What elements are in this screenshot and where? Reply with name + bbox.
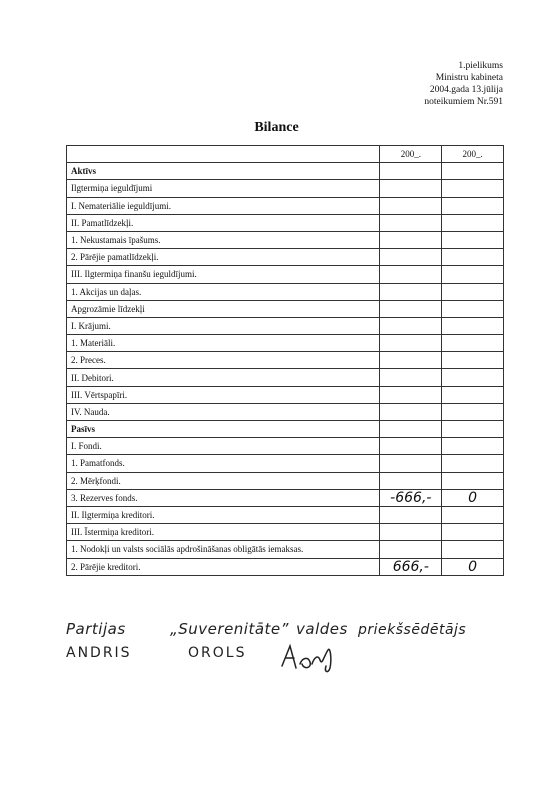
value-cell-year-1 <box>380 369 442 386</box>
signature-text: valdes <box>296 620 348 638</box>
value-cell-year-1 <box>380 266 442 283</box>
row-label: 1. Akcijas un daļas. <box>67 283 380 300</box>
signature-text: Partijas <box>66 620 126 638</box>
table-row <box>67 266 504 283</box>
value-cell-year-2 <box>442 506 504 523</box>
row-label: 2. Preces. <box>67 352 380 369</box>
value-cell-year-2 <box>442 524 504 541</box>
value-cell-year-2 <box>442 403 504 420</box>
value-cell-year-2: 0 <box>442 558 504 575</box>
value-cell-year-1 <box>380 249 442 266</box>
value-cell-year-1 <box>380 163 442 180</box>
row-label: 2. Mērķfondi. <box>67 472 380 489</box>
value-cell-year-1 <box>380 197 442 214</box>
row-label: II. Pamatlīdzekļi. <box>67 214 380 231</box>
signature-text: „Suverenitāte” <box>170 620 289 638</box>
value-cell-year-1 <box>380 335 442 352</box>
table-row <box>67 455 504 472</box>
table-row <box>67 541 504 558</box>
value-cell-year-2 <box>442 231 504 248</box>
row-label: IV. Nauda. <box>67 403 380 420</box>
value-cell-year-2 <box>442 541 504 558</box>
value-cell-year-2 <box>442 438 504 455</box>
value-cell-year-2 <box>442 249 504 266</box>
value-cell-year-2 <box>442 472 504 489</box>
value-cell-year-1 <box>380 438 442 455</box>
value-cell-year-1 <box>380 541 442 558</box>
annex-line: 2004.gada 13.jūlija <box>429 85 503 95</box>
value-cell-year-2 <box>442 180 504 197</box>
value-cell-year-2 <box>442 421 504 438</box>
row-label: II. Debitori. <box>67 369 380 386</box>
table-row <box>67 214 504 231</box>
row-label: I. Fondi. <box>67 438 380 455</box>
row-label: III. Ilgtermiņa finanšu ieguldījumi. <box>67 266 380 283</box>
year-header: 200_. <box>380 146 442 163</box>
row-label: 1. Nekustamais īpašums. <box>67 231 380 248</box>
row-label: I. Krājumi. <box>67 317 380 334</box>
value-cell-year-2 <box>442 266 504 283</box>
handwritten-signature <box>278 636 340 676</box>
signature-text: priekšsēdētājs <box>358 622 467 638</box>
table-row <box>67 317 504 334</box>
value-cell-year-2 <box>442 300 504 317</box>
value-cell-year-1: 666,- <box>380 558 442 575</box>
balance-table <box>66 145 504 576</box>
value-cell-year-2 <box>442 197 504 214</box>
signature-name: OROLS <box>188 645 247 661</box>
value-cell-year-1 <box>380 300 442 317</box>
value-cell-year-1 <box>380 231 442 248</box>
table-row <box>67 558 504 575</box>
table-row <box>67 421 504 438</box>
row-label: III. Vērtspapīri. <box>67 386 380 403</box>
value-cell-year-2 <box>442 163 504 180</box>
annex-line: 1.pielikums <box>458 61 503 71</box>
table-row <box>67 386 504 403</box>
value-cell-year-2 <box>442 455 504 472</box>
value-cell-year-2 <box>442 214 504 231</box>
value-cell-year-2 <box>442 283 504 300</box>
value-cell-year-1 <box>380 421 442 438</box>
table-row <box>67 197 504 214</box>
annex-line: noteikumiem Nr.591 <box>424 97 503 107</box>
row-label: III. Īstermiņa kreditori. <box>67 524 380 541</box>
table-row <box>67 335 504 352</box>
signature-name: ANDRIS <box>66 645 132 661</box>
value-cell-year-1 <box>380 506 442 523</box>
value-cell-year-1 <box>380 214 442 231</box>
row-label: 2. Pārējie kreditori. <box>67 558 380 575</box>
row-label: II. Ilgtermiņa kreditori. <box>67 506 380 523</box>
row-label: 1. Pamatfonds. <box>67 455 380 472</box>
row-label: 1. Materiāli. <box>67 335 380 352</box>
row-label: Pasīvs <box>67 421 380 438</box>
row-label: Apgrozāmie līdzekļi <box>67 300 380 317</box>
value-cell-year-1 <box>380 317 442 334</box>
value-cell-year-1 <box>380 352 442 369</box>
table-row <box>67 231 504 248</box>
table-row <box>67 489 504 506</box>
annex-reference <box>353 60 503 108</box>
row-label: 1. Nodokļi un valsts sociālās apdrošināšanas obligātās iemaksas. <box>67 541 380 558</box>
value-cell-year-1 <box>380 180 442 197</box>
table-row <box>67 300 504 317</box>
value-cell-year-1 <box>380 403 442 420</box>
row-label: Ilgtermiņa ieguldījumi <box>67 180 380 197</box>
value-cell-year-2 <box>442 335 504 352</box>
value-cell-year-1 <box>380 283 442 300</box>
row-label: 3. Rezerves fonds. <box>67 489 380 506</box>
table-row <box>67 163 504 180</box>
value-cell-year-1 <box>380 386 442 403</box>
header-label-cell <box>67 146 380 163</box>
value-cell-year-2 <box>442 317 504 334</box>
value-cell-year-2 <box>442 386 504 403</box>
table-row <box>67 180 504 197</box>
table-row <box>67 524 504 541</box>
value-cell-year-2 <box>442 369 504 386</box>
year-header: 200_. <box>442 146 504 163</box>
value-cell-year-2 <box>442 352 504 369</box>
row-label: Aktīvs <box>67 163 380 180</box>
value-cell-year-1 <box>380 455 442 472</box>
document-title: Bilance <box>254 120 299 135</box>
value-cell-year-2: 0 <box>442 489 504 506</box>
table-row <box>67 249 504 266</box>
table-row <box>67 472 504 489</box>
row-label: 2. Pārējie pamatlīdzekļi. <box>67 249 380 266</box>
header-row <box>67 146 504 163</box>
row-label: I. Nemateriālie ieguldījumi. <box>67 197 380 214</box>
table-row <box>67 438 504 455</box>
table-row <box>67 369 504 386</box>
table-row <box>67 403 504 420</box>
value-cell-year-1 <box>380 524 442 541</box>
table-row <box>67 352 504 369</box>
value-cell-year-1 <box>380 472 442 489</box>
table-row <box>67 283 504 300</box>
value-cell-year-1: -666,- <box>380 489 442 506</box>
annex-line: Ministru kabineta <box>435 73 503 83</box>
table-row <box>67 506 504 523</box>
